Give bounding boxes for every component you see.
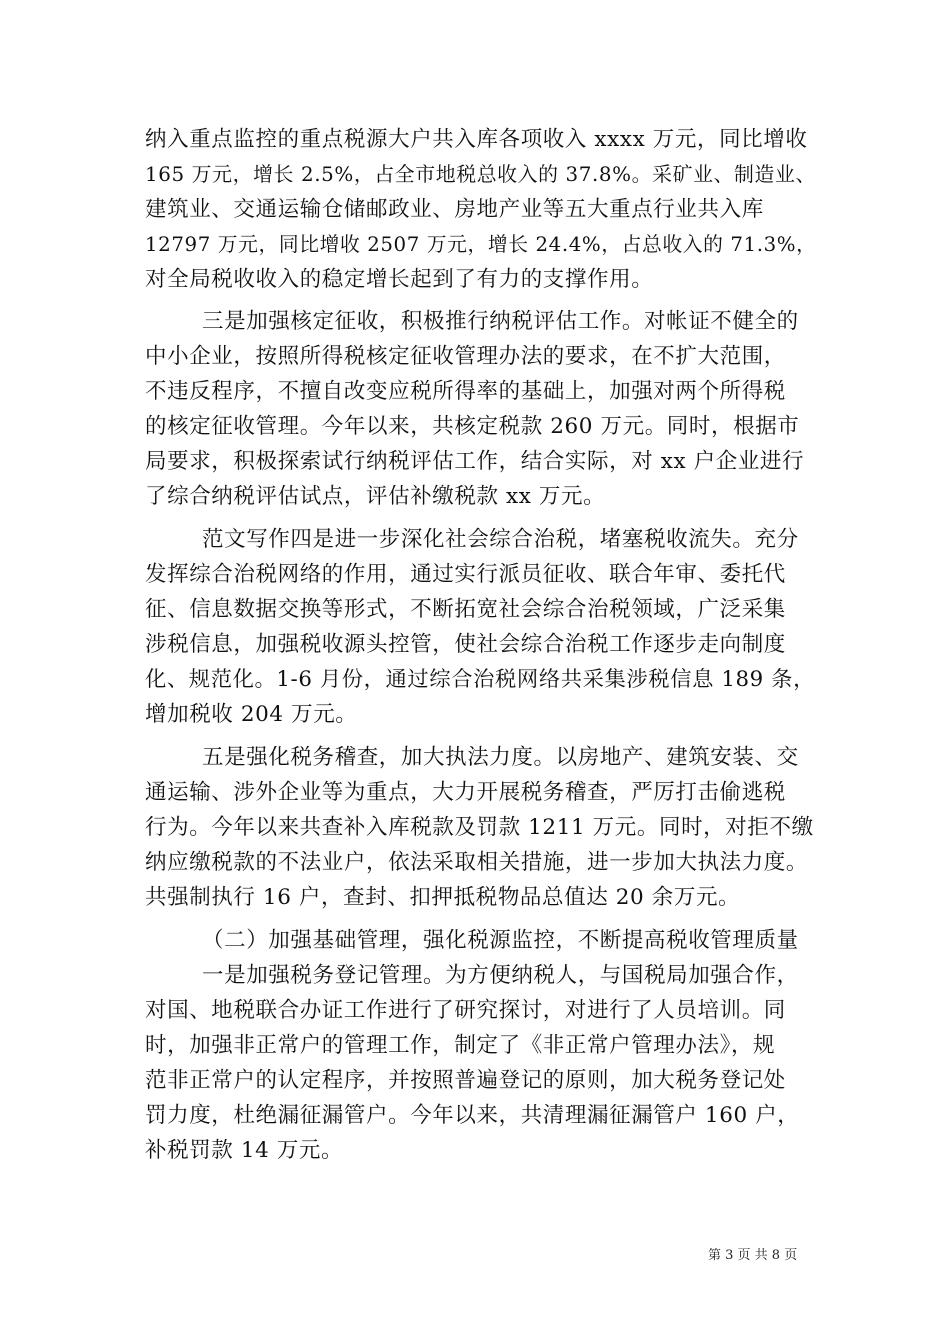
body-text-line: 局要求，积极探索试行纳税评估工作，结合实际，对 xx 户企业进行 bbox=[145, 449, 805, 474]
body-text-line: 一是加强税务登记管理。为方便纳税人，与国税局加强合作， bbox=[202, 963, 799, 988]
body-text-line: 范非正常户的认定程序，并按照普遍登记的原则，加大税务登记处 bbox=[145, 1068, 786, 1093]
section-heading: （二）加强基础管理，强化税源监控，不断提高税收管理质量 bbox=[202, 928, 799, 953]
body-text-line: 三是加强核定征收，积极推行纳税评估工作。对帐证不健全的 bbox=[202, 309, 799, 334]
body-text-line: 发挥综合治税网络的作用，通过实行派员征收、联合年审、委托代 bbox=[145, 562, 786, 587]
body-text-line: 对国、地税联合办证工作进行了研究探讨，对进行了人员培训。同 bbox=[145, 998, 786, 1023]
body-text-line: 征、信息数据交换等形式，不断拓宽社会综合治税领域，广泛采集 bbox=[145, 597, 786, 622]
body-text-line: 纳应缴税款的不法业户，依法采取相关措施，进一步加大执法力度。 bbox=[145, 850, 809, 875]
body-text-line: 中小企业，按照所得税核定征收管理办法的要求，在不扩大范围， bbox=[145, 344, 786, 369]
body-text-line: 时，加强非正常户的管理工作，制定了《非正常户管理办法》，规 bbox=[145, 1033, 776, 1058]
body-text-line: 通运输、涉外企业等为重点，大力开展税务稽查，严厉打击偷逃税 bbox=[145, 780, 786, 805]
body-text-line: 不违反程序，不擅自改变应税所得率的基础上，加强对两个所得税 bbox=[145, 379, 786, 404]
body-text-line: 12797 万元，同比增收 2507 万元，增长 24.4%，占总收入的 71.3%， bbox=[145, 233, 817, 256]
body-text-line: 建筑业、交通运输仓储邮政业、房地产业等五大重点行业共入库 bbox=[145, 197, 764, 222]
body-text-line: 对全局税收收入的稳定增长起到了有力的支撑作用。 bbox=[145, 267, 654, 292]
body-text-line: 165 万元，增长 2.5%，占全市地税总收入的 37.8%。采矿业、制造业、 bbox=[145, 163, 816, 186]
page-number: 第 3 页 共 8 页 bbox=[708, 1248, 798, 1263]
body-text-line: 化、规范化。1-6 月份，通过综合治税网络共采集涉税信息 189 条， bbox=[145, 667, 815, 692]
body-text-line: 五是强化税务稽查，加大执法力度。以房地产、建筑安装、交 bbox=[202, 745, 799, 770]
body-text-line: 纳入重点监控的重点税源大户共入库各项收入 xxxx 万元，同比增收 bbox=[145, 127, 808, 152]
body-text-line: 罚力度，杜绝漏征漏管户。今年以来，共清理漏征漏管户 160 户， bbox=[145, 1103, 800, 1128]
body-text-line: 共强制执行 16 户，查封、扣押抵税物品总值达 20 余万元。 bbox=[145, 885, 741, 910]
body-text-line: 了综合纳税评估试点，评估补缴税款 xx 万元。 bbox=[145, 484, 606, 509]
body-text-line: 范文写作四是进一步深化社会综合治税，堵塞税收流失。充分 bbox=[202, 527, 799, 552]
body-text-line: 补税罚款 14 万元。 bbox=[145, 1138, 344, 1163]
body-text-line: 的核定征收管理。今年以来，共核定税款 260 万元。同时，根据市 bbox=[145, 414, 800, 439]
body-text-line: 行为。今年以来共查补入库税款及罚款 1211 万元。同时，对拒不缴 bbox=[145, 815, 814, 840]
body-text-line: 增加税收 204 万元。 bbox=[145, 702, 358, 727]
body-text-line: 涉税信息，加强税收源头控管，使社会综合治税工作逐步走向制度 bbox=[145, 632, 786, 657]
